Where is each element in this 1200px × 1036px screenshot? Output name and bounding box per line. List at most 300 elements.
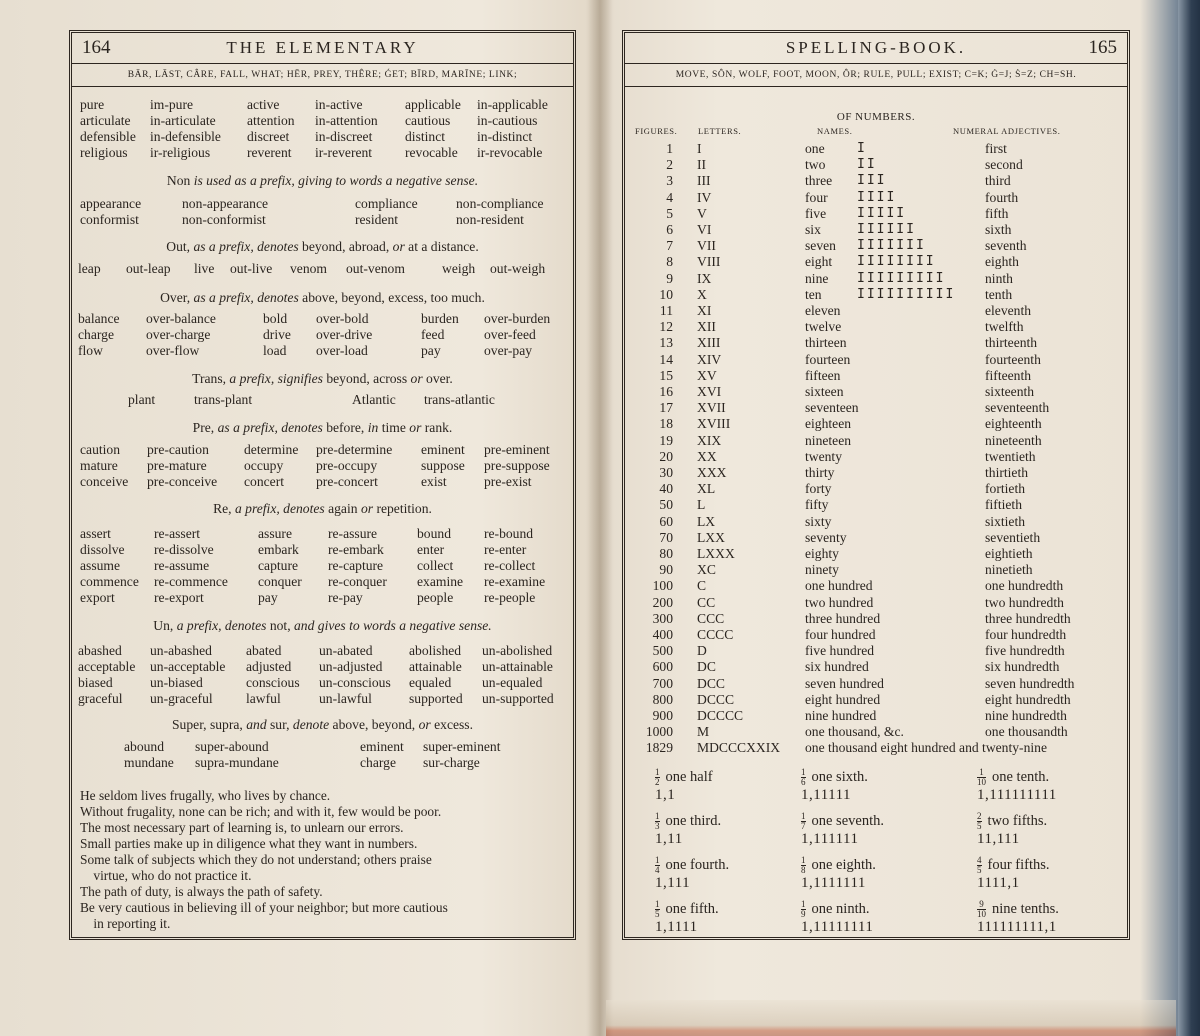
word: resident (355, 212, 399, 227)
word: balance (78, 311, 120, 326)
tally-cell: I (857, 141, 867, 156)
sentence: He seldom lives frugally, who lives by chance. (80, 788, 331, 803)
name-cell: three hundred (805, 610, 881, 626)
book-cover-edge (1178, 0, 1200, 1036)
word: re-conquer (328, 574, 387, 589)
word: charge (78, 327, 114, 342)
word: over-charge (146, 327, 211, 342)
word: out-live (230, 261, 273, 276)
figure-cell: 500 (652, 643, 673, 659)
figure-cell: 10 (659, 286, 673, 302)
word: dissolve (80, 542, 125, 557)
word: plant (128, 392, 156, 407)
letters-cell: L (697, 497, 706, 513)
name-cell: six hundred (805, 659, 869, 675)
fraction-label (801, 856, 876, 875)
tally-value: 1,1111 (655, 919, 698, 935)
adjective-cell: thirteenth (985, 335, 1038, 351)
word: commence (80, 574, 139, 589)
figure-cell: 400 (652, 627, 673, 642)
fraction-symbol (801, 856, 806, 875)
book-gutter (586, 0, 614, 1036)
rule-text: Out, (166, 239, 194, 254)
rule-text: Super, supra, (172, 717, 247, 732)
tally-value: 1,11111111 (801, 919, 874, 935)
word: un-adjusted (319, 659, 383, 674)
word: un-supported (482, 691, 554, 706)
word: abound (124, 739, 165, 754)
sentence: Be very cautious in believing ill of your neighbor; but more cautious (80, 900, 448, 915)
column-header: LETTERS. (698, 126, 742, 136)
word: export (80, 590, 115, 605)
word: pre-concert (316, 474, 378, 489)
word: un-graceful (150, 691, 213, 706)
fraction-symbol (977, 768, 986, 787)
tally-value: 111111111,1 (977, 919, 1057, 935)
letters-cell: DCCC (697, 691, 735, 707)
name-cell: fourteen (805, 351, 851, 367)
word: over-balance (146, 311, 216, 326)
word: trans-atlantic (424, 392, 495, 407)
word: examine (417, 574, 464, 589)
figure-cell: 1 (666, 141, 673, 156)
name-cell: one hundred (805, 578, 873, 594)
figure-cell: 30 (659, 465, 673, 480)
letters-cell: M (697, 724, 710, 740)
figure-cell: 200 (652, 594, 673, 610)
word: out-leap (126, 261, 171, 276)
word: non-conformist (182, 212, 266, 227)
fraction-words: one ninth. (811, 900, 870, 917)
word: super-abound (195, 739, 269, 754)
fraction-label (977, 900, 1059, 919)
prefix-rule (72, 239, 573, 255)
sentence: The most necessary part of learning is, to unlearn our errors. (80, 820, 404, 835)
rule-text: Pre, (192, 420, 218, 435)
figure-cell: 50 (659, 497, 673, 513)
running-title: SPELLING-BOOK. (785, 38, 967, 57)
word: live (194, 261, 215, 276)
word: re-capture (328, 558, 384, 573)
tally-value: 1111,1 (977, 875, 1020, 891)
tally-value: 1,11 (655, 831, 683, 847)
adjective-cell: second (985, 157, 1023, 173)
letters-cell: C (697, 578, 707, 594)
adjective-cell: fourteenth (985, 351, 1041, 367)
word: attainable (409, 659, 462, 674)
rule-text: excess. (434, 717, 473, 732)
letters-cell: XIV (697, 351, 722, 367)
fraction-label (655, 768, 713, 787)
fraction-symbol (977, 900, 986, 919)
fraction-words: two fifths. (987, 812, 1048, 829)
figure-cell: 6 (666, 222, 673, 237)
figure-cell: 4 (666, 189, 673, 205)
prefix-rule (72, 717, 573, 733)
word: sur-charge (423, 755, 480, 770)
word: un-biased (150, 675, 203, 690)
figure-cell: 18 (659, 416, 673, 432)
name-cell: four (805, 189, 828, 205)
right-page-header (625, 33, 1127, 64)
word: revocable (405, 145, 458, 160)
word: pay (421, 343, 441, 358)
name-cell: nine hundred (805, 708, 877, 723)
numerator: 1 (655, 855, 660, 865)
rule-text: and gives to words a negative sense. (294, 618, 492, 633)
tally-cell: II (857, 157, 877, 173)
letters-cell: X (697, 286, 707, 302)
word: pre-suppose (484, 458, 550, 473)
sentence: Small parties make up in diligence what they want in numbers. (80, 836, 418, 851)
name-cell: one thousand eight hundred and twenty-nine (805, 740, 1047, 756)
rule-text: over. (426, 371, 453, 386)
word: eminent (360, 739, 404, 754)
sentence: The path of duty, is always the path of safety. (80, 884, 323, 899)
fraction-symbol (655, 900, 660, 919)
tally-cell: IIIIII (857, 222, 916, 237)
pronunciation-key: BĀR, LĀST, CÂRE, FALL, WHAT; HĒR, PREY, THÊRE; ǴET; BĪRD, MARĪNE; LINK; (72, 64, 573, 87)
word: discreet (247, 129, 290, 144)
word: re-collect (484, 558, 536, 573)
word: pre-exist (484, 474, 532, 489)
word: over-load (316, 343, 368, 358)
name-cell: twenty (805, 448, 842, 464)
word: assume (80, 558, 121, 573)
word: pre-eminent (484, 442, 550, 457)
letters-cell: LXX (697, 529, 725, 545)
rule-text: Over, (160, 290, 194, 305)
rule-text: again (328, 501, 361, 516)
word: graceful (78, 691, 123, 706)
word: in-cautious (477, 113, 538, 128)
word: ir-religious (150, 145, 211, 160)
fraction-label (655, 856, 729, 875)
sentence: virtue, who do not practice it. (80, 868, 252, 883)
word: in-active (315, 97, 363, 112)
figure-cell: 1829 (645, 740, 673, 756)
adjective-cell: fiftieth (985, 497, 1022, 513)
word: supported (409, 691, 463, 706)
word: over-pay (484, 343, 533, 358)
word: over-drive (316, 327, 373, 342)
word: super-eminent (423, 739, 501, 754)
fraction-words: one third. (665, 812, 722, 829)
name-cell: one (805, 141, 825, 156)
figure-cell: 300 (652, 610, 673, 626)
word: re-assert (154, 526, 201, 541)
page-number: 165 (1088, 37, 1117, 58)
tally-cell: IIIIIII (857, 238, 926, 254)
word: re-embark (328, 542, 384, 557)
name-cell: thirty (805, 465, 835, 480)
rule-text: above, beyond, excess, too much. (302, 290, 485, 305)
letters-cell: I (697, 141, 702, 156)
word: applicable (405, 97, 461, 112)
word: abolished (409, 643, 462, 658)
left-page (69, 30, 576, 940)
figure-cell: 11 (659, 303, 673, 318)
tally-cell: IIII (857, 189, 897, 205)
fraction-label (801, 900, 870, 919)
fraction-words: one seventh. (811, 812, 884, 829)
numerator: 1 (801, 899, 806, 909)
rule-text: as a prefix, denotes (217, 420, 327, 435)
adjective-cell: twentieth (985, 448, 1036, 464)
adjective-cell: one hundredth (985, 578, 1064, 594)
name-cell: eighty (805, 546, 839, 561)
name-cell: forty (805, 481, 832, 497)
rule-text: Trans, (192, 371, 230, 386)
denominator: 5 (977, 821, 982, 831)
adjective-cell: third (985, 173, 1011, 189)
tally-value: 1,111 (655, 875, 691, 891)
adjective-cell: eight hundredth (985, 691, 1071, 707)
adjective-cell: five hundredth (985, 643, 1065, 659)
rule-text: is used as a prefix, giving to words a negative sense. (193, 173, 479, 188)
rule-text: sur, (270, 717, 293, 732)
letters-cell: LX (697, 513, 716, 529)
name-cell: eight (805, 254, 833, 270)
prefix-rule (72, 371, 573, 387)
word: pre-determine (316, 442, 393, 457)
name-cell: seventeen (805, 400, 859, 416)
word: bound (417, 526, 451, 541)
name-cell: five hundred (805, 643, 875, 659)
denominator: 7 (801, 821, 806, 831)
figure-cell: 5 (666, 205, 673, 221)
word: re-bound (484, 526, 534, 541)
letters-cell: XVI (697, 384, 722, 399)
figure-cell: 80 (659, 546, 673, 561)
word: compliance (355, 196, 418, 211)
denominator: 9 (801, 909, 806, 919)
word: attention (247, 113, 295, 128)
adjective-cell: eighth (985, 254, 1019, 270)
figure-cell: 14 (659, 351, 673, 367)
word: capture (258, 558, 298, 573)
word: articulate (80, 113, 131, 128)
pronunciation-key: MOVE, SÔN, WOLF, FOOT, MOON, ÔR; RULE, PULL; EXIST; C=K; Ġ=J; Ṡ=Z; CH=SH. (625, 64, 1127, 87)
letters-cell: CCC (697, 610, 725, 626)
name-cell: four hundred (805, 627, 876, 642)
name-cell: sixteen (805, 384, 844, 399)
word: supra-mundane (195, 755, 279, 770)
fraction-symbol (801, 900, 806, 919)
word: re-dissolve (154, 542, 214, 557)
name-cell: ten (805, 286, 822, 302)
word: out-venom (346, 261, 405, 276)
right-page (622, 30, 1130, 940)
word: abashed (78, 643, 122, 658)
page-number: 164 (82, 37, 111, 58)
numerator: 1 (801, 767, 806, 777)
word: non-appearance (182, 196, 269, 211)
word: biased (78, 675, 113, 690)
word: distinct (405, 129, 446, 144)
rule-text: not, (269, 618, 294, 633)
fraction-symbol (977, 812, 982, 831)
word: re-pay (328, 590, 363, 605)
fraction-words: one sixth. (811, 768, 868, 785)
name-cell: ninety (805, 562, 839, 578)
adjective-cell: fifth (985, 205, 1009, 221)
prefix-rule (72, 173, 573, 189)
letters-cell: XXX (697, 465, 727, 480)
word: un-abated (319, 643, 373, 658)
word: over-feed (484, 327, 536, 342)
adjective-cell: eleventh (985, 303, 1032, 318)
figure-cell: 40 (659, 481, 673, 497)
rule-text: time (381, 420, 410, 435)
word: conscious (246, 675, 300, 690)
word: re-assure (328, 526, 378, 541)
rule-text: before, (326, 420, 368, 435)
figure-cell: 7 (666, 238, 673, 254)
word: over-flow (146, 343, 200, 358)
word: appearance (80, 196, 142, 211)
word: in-attention (315, 113, 378, 128)
name-cell: two (805, 157, 826, 173)
adjective-cell: eighteenth (985, 416, 1042, 432)
section-title: OF NUMBERS. (836, 111, 916, 123)
sentence: in reporting it. (80, 916, 171, 931)
word: re-export (154, 590, 204, 605)
prefix-rule (72, 420, 573, 436)
denominator: 10 (977, 777, 986, 787)
rule-text: above, beyond, (332, 717, 419, 732)
name-cell: twelve (805, 319, 842, 335)
fraction-label (801, 768, 868, 787)
name-cell: five (805, 205, 827, 221)
letters-cell: VIII (697, 254, 721, 270)
word: lawful (246, 691, 281, 706)
word: acceptable (78, 659, 136, 674)
figure-cell: 1000 (645, 724, 673, 740)
fraction-words: one fourth. (665, 856, 730, 873)
rule-text: a prefix, denotes (176, 618, 270, 633)
name-cell: six (805, 222, 821, 237)
word: mature (80, 458, 118, 473)
word: in-articulate (150, 113, 216, 128)
tally-value: 1,1 (655, 787, 676, 803)
letters-cell: XVII (697, 400, 726, 416)
word: reverent (247, 145, 292, 160)
denominator: 2 (655, 777, 660, 787)
name-cell: three (805, 173, 833, 189)
left-page-header (72, 33, 573, 64)
figure-cell: 13 (659, 335, 673, 351)
fraction-words: one eighth. (811, 856, 876, 873)
fraction-words: one half (665, 768, 713, 785)
rule-text: as a prefix, denotes (193, 290, 303, 305)
adjective-cell: ninth (985, 270, 1013, 286)
adjective-cell: six hundredth (985, 659, 1060, 675)
tally-cell: IIIII (857, 205, 907, 221)
fraction-symbol (801, 768, 806, 787)
sentence: Without frugality, none can be rich; and with it, few would be poor. (80, 804, 442, 819)
word: pay (258, 590, 278, 605)
fraction-label (801, 812, 884, 831)
letters-cell: IX (697, 270, 712, 286)
rule-text: or (410, 371, 427, 386)
figure-cell: 700 (652, 675, 673, 691)
adjective-cell: eightieth (985, 546, 1033, 561)
word: in-defensible (150, 129, 221, 144)
adjective-cell: nine hundredth (985, 708, 1067, 723)
adjective-cell: seven hundredth (985, 675, 1075, 691)
fraction-symbol (655, 768, 660, 787)
rule-text: rank. (424, 420, 453, 435)
word: ir-reverent (315, 145, 373, 160)
word: un-conscious (319, 675, 391, 690)
letters-cell: XII (697, 319, 716, 335)
letters-cell: XL (697, 481, 716, 497)
adjective-cell: four hundredth (985, 627, 1067, 642)
word: un-equaled (482, 675, 543, 690)
word: un-attainable (482, 659, 553, 674)
word: pure (80, 97, 105, 112)
name-cell: thirteen (805, 335, 847, 351)
word: in-applicable (477, 97, 548, 112)
numerator: 1 (655, 811, 660, 821)
adjective-cell: ninetieth (985, 562, 1033, 578)
word: assert (80, 526, 111, 541)
adjective-cell: fourth (985, 189, 1019, 205)
fraction-label (977, 812, 1047, 831)
name-cell: nine (805, 270, 829, 286)
letters-cell: DCC (697, 675, 725, 691)
name-cell: eleven (805, 303, 841, 318)
word: feed (421, 327, 445, 342)
letters-cell: CCCC (697, 627, 734, 642)
word: re-assume (154, 558, 210, 573)
adjective-cell: seventh (985, 238, 1027, 254)
letters-cell: VII (697, 238, 716, 254)
rule-text: Un, (153, 618, 177, 633)
word: drive (263, 327, 291, 342)
word: re-enter (484, 542, 527, 557)
rule-text: or (409, 420, 425, 435)
name-cell: one thousand, &c. (805, 724, 904, 740)
adjective-cell: fortieth (985, 481, 1026, 497)
rule-text: beyond, across (326, 371, 411, 386)
word: load (263, 343, 287, 358)
tally-value: 1,1111111 (801, 875, 866, 891)
adjective-cell: seventeenth (985, 400, 1050, 416)
letters-cell: VI (697, 222, 712, 237)
letters-cell: II (697, 157, 707, 173)
name-cell: seven hundred (805, 675, 884, 691)
word: religious (80, 145, 128, 160)
word: active (247, 97, 280, 112)
sentence: Some talk of subjects which they do not understand; others praise (80, 852, 432, 867)
letters-cell: XVIII (697, 416, 731, 432)
word: occupy (244, 458, 284, 473)
figure-cell: 900 (652, 708, 673, 723)
word: conformist (80, 212, 139, 227)
figure-cell: 100 (652, 578, 673, 594)
word: mundane (124, 755, 174, 770)
letters-cell: DCCCC (697, 708, 744, 723)
name-cell: fifty (805, 497, 829, 513)
adjective-cell: nineteenth (985, 432, 1042, 448)
word: exist (421, 474, 447, 489)
figure-cell: 17 (659, 400, 673, 416)
word: re-people (484, 590, 536, 605)
word: un-lawful (319, 691, 372, 706)
word: cautious (405, 113, 451, 128)
